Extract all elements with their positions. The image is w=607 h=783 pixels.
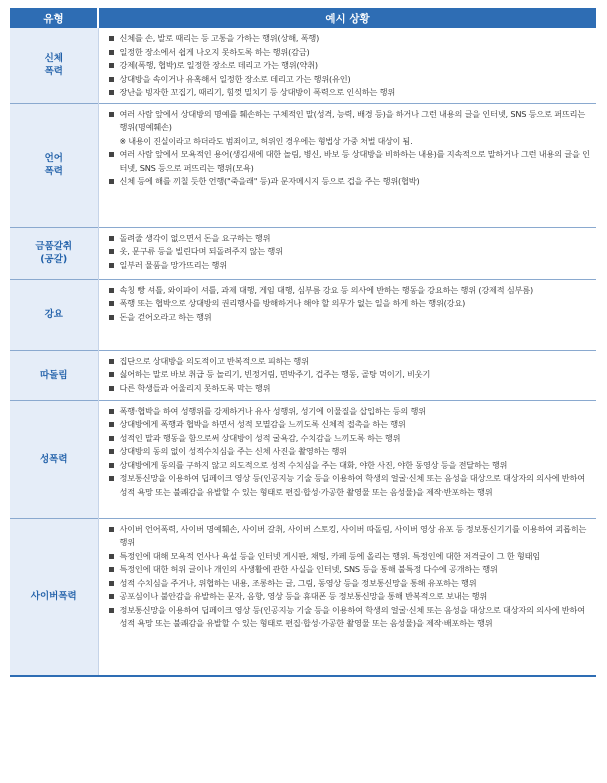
square-bullet-icon — [109, 436, 114, 441]
table-row — [10, 279, 596, 350]
square-bullet-icon — [109, 36, 114, 41]
list-item — [107, 46, 593, 60]
header-type: 유형 — [10, 8, 98, 28]
list-item — [107, 445, 593, 459]
list-item — [107, 590, 593, 604]
violence-types-table — [10, 8, 596, 677]
list-item — [107, 405, 593, 419]
square-bullet-icon — [109, 554, 114, 559]
square-bullet-icon — [109, 608, 114, 613]
table-row — [10, 28, 596, 103]
violence-types-table-container — [10, 8, 596, 677]
list-item-text: 공포심이나 불안감을 유발하는 문자, 음향, 영상 등을 휴대폰 등 정보통신망을 통해 반복적으로 보내는 행위 — [119, 591, 488, 601]
list-item — [107, 175, 593, 189]
list-item — [107, 59, 593, 73]
square-bullet-icon — [109, 236, 114, 241]
list-item-text: 강제(폭행, 협박)로 일정한 장소로 데리고 가는 행위(약취) — [119, 60, 318, 70]
list-item — [107, 355, 593, 369]
table-row — [10, 518, 596, 676]
list-item — [107, 577, 593, 591]
list-item-text: 정보통신망을 이용하여 딥페이크 영상 등(인공지능 기술 등을 이용하여 학생의 얼굴·신체 또는 음성을 대상으로 대상자의 의사에 반하여 성적 욕망 또는 불쾌감을 유발할 수 있는 형태로 편집·합성·가공한 촬영물 또는 음성물)을 제작·배포하는 행위 — [119, 604, 585, 628]
list-item — [107, 604, 593, 631]
list-item-text: 상대방을 속이거나 유혹해서 일정한 장소로 데리고 가는 행위(유인) — [119, 73, 351, 84]
category-label: 언어 폭력 — [44, 153, 63, 177]
square-bullet-icon — [109, 63, 114, 68]
category-label: 신체 폭력 — [44, 53, 63, 78]
list-item-text: 폭행·협박을 하여 성행위를 강제하거나 유사 성행위, 성기에 이물질을 삽입하는 등의 행위 — [119, 405, 426, 416]
list-item — [107, 32, 593, 46]
category-label: 사이버폭력 — [30, 591, 77, 603]
table-header-row — [10, 8, 596, 28]
examples-cell — [98, 279, 596, 350]
list-item-text: 상대방의 동의 없이 성적수치심을 주는 신체 사진을 촬영하는 행위 — [119, 446, 347, 456]
table-row — [10, 400, 596, 518]
header-examples: 예시 상황 — [98, 8, 596, 28]
list-item — [107, 432, 593, 446]
examples-cell — [98, 28, 596, 103]
square-bullet-icon — [109, 463, 114, 468]
square-bullet-icon — [109, 594, 114, 599]
list-item-text: 정보통신망을 이용하여 딥페이크 영상 등(인공지능 기술 등을 이용하여 학생의 얼굴·신체 또는 음성을 대상으로 대상자의 의사에 반하여 성적 욕망 또는 불쾌감을 유발할 수 있는 형태로 편집·합성·가공한 촬영물 또는 음성물)을 제작·반포하는 행위 — [119, 473, 585, 497]
list-item — [107, 459, 593, 473]
list-item-text: 성적인 말과 행동을 함으로써 상대방이 성적 굴욕감, 수치감을 느끼도록 하는 행위 — [119, 432, 401, 443]
square-bullet-icon — [109, 90, 114, 95]
list-item-text: 폭행 또는 협박으로 상대방의 권리행사를 방해하거나 해야 할 의무가 없는 일을 하게 하는 행위(강요) — [119, 298, 466, 308]
category-cell — [10, 518, 98, 676]
category-cell — [10, 227, 98, 279]
list-item-text: 상대방에게 폭행과 협박을 하면서 성적 모멸감을 느끼도록 신체적 접촉을 하는 행위 — [119, 419, 406, 429]
note-text: ※ 내용이 진실이라고 하더라도 범죄이고, 허위인 경우에는 형법상 가중 처벌 대상이 됨. — [119, 136, 413, 146]
list-item-text: 일정한 장소에서 쉽게 나오지 못하도록 하는 행위(감금) — [119, 46, 310, 57]
list-item-text: 사이버 언어폭력, 사이버 명예훼손, 사이버 갈취, 사이버 스토킹, 사이버 따돌림, 사이버 영상 유포 등 정보통신기기를 이용하여 괴롭히는 행위 — [119, 523, 587, 547]
category-cell — [10, 350, 98, 400]
square-bullet-icon — [109, 315, 114, 320]
list-item-text: 신체를 손, 발로 때리는 등 고통을 가하는 행위(상해, 폭행) — [119, 33, 320, 43]
list-item-text: 장난을 빙자한 꼬집기, 때리기, 힘껏 밀치기 등 상대방이 폭력으로 인식하는 행위 — [119, 87, 396, 97]
list-item — [107, 368, 593, 382]
square-bullet-icon — [109, 249, 114, 254]
list-item-text: 특정인에 대해 모욕적 언사나 욕설 등을 인터넷 게시판, 채팅, 카페 등에 올리는 행위. 특정인에 대한 저격글이 그 한 형태임 — [119, 550, 540, 561]
list-item-text: 돈을 걷어오라고 하는 행위 — [119, 311, 212, 322]
list-item — [107, 311, 593, 325]
list-item — [107, 523, 593, 550]
category-label: 금품갈취 (공갈) — [35, 241, 73, 265]
list-item-text: 속칭 빵 셔틀, 와이파이 셔틀, 과제 대행, 게임 대행, 심부름 강요 등 의사에 반하는 행동을 강요하는 행위 (강제적 심부름) — [119, 284, 533, 295]
list-item-text: 집단으로 상대방을 의도적이고 반복적으로 피하는 행위 — [119, 355, 309, 366]
examples-cell — [98, 227, 596, 279]
list-item-text: 상대방에게 동의를 구하지 않고 의도적으로 성적 수치심을 주는 대화, 야한 사진, 야한 동영상 등을 전달하는 행위 — [119, 459, 508, 470]
category-label: 따돌림 — [39, 369, 68, 381]
square-bullet-icon — [109, 179, 114, 184]
list-item-text: 옷, 문구류 등을 빌린다며 되돌려주지 않는 행위 — [119, 246, 283, 256]
list-item — [107, 73, 593, 87]
category-cell — [10, 400, 98, 518]
square-bullet-icon — [109, 301, 114, 306]
list-item — [107, 418, 593, 432]
square-bullet-icon — [109, 77, 114, 82]
list-item-text: 신체 등에 해를 끼칠 듯한 언행("죽을래" 등)과 문자메시지 등으로 겁을 주는 행위(협박) — [119, 176, 420, 186]
square-bullet-icon — [109, 567, 114, 572]
square-bullet-icon — [109, 449, 114, 454]
examples-cell — [98, 518, 596, 676]
category-label: 강요 — [44, 309, 63, 320]
table-body — [10, 28, 596, 676]
category-label: 성폭력 — [39, 453, 68, 465]
square-bullet-icon — [109, 359, 114, 364]
examples-cell — [98, 400, 596, 518]
list-item-text: 다른 학생들과 어울리지 못하도록 막는 행위 — [119, 382, 271, 393]
category-cell — [10, 28, 98, 103]
list-item — [107, 550, 593, 564]
square-bullet-icon — [109, 386, 114, 391]
table-row — [10, 103, 596, 227]
list-item-text: 여러 사람 앞에서 상대방의 명예를 훼손하는 구체적인 말(성격, 능력, 배경 등)을 하거나 그런 내용의 글을 인터넷, SNS 등으로 퍼뜨리는 행위(명예훼손) — [119, 108, 586, 132]
list-item — [107, 259, 593, 273]
list-item — [107, 148, 593, 175]
square-bullet-icon — [109, 112, 114, 117]
examples-cell — [98, 103, 596, 227]
list-item — [107, 86, 593, 100]
list-item — [107, 297, 593, 311]
square-bullet-icon — [109, 50, 114, 55]
list-item — [107, 563, 593, 577]
list-item — [107, 284, 593, 298]
list-item-text: 돌려줄 생각이 없으면서 돈을 요구하는 행위 — [119, 232, 271, 243]
list-item-text: 성적 수치심을 주거나, 위협하는 내용, 조롱하는 글, 그림, 동영상 등을 정보통신망을 통해 유포하는 행위 — [119, 577, 477, 588]
square-bullet-icon — [109, 581, 114, 586]
square-bullet-icon — [109, 476, 114, 481]
list-item-text: 싫어하는 말로 바보 취급 등 놀리기, 빈정거림, 면박주기, 겁주는 행동, 골탕 먹이기, 비웃기 — [119, 369, 431, 379]
square-bullet-icon — [109, 288, 114, 293]
category-cell — [10, 279, 98, 350]
list-item — [107, 472, 593, 499]
table-row — [10, 227, 596, 279]
list-item — [107, 232, 593, 246]
square-bullet-icon — [109, 372, 114, 377]
list-item — [107, 245, 593, 259]
list-item — [107, 382, 593, 396]
examples-cell — [98, 350, 596, 400]
list-item-text: 특정인에 대한 허위 글이나 개인의 사생활에 관한 사실을 인터넷, SNS 등을 통해 불특정 다수에 공개하는 행위 — [119, 564, 498, 574]
table-row — [10, 350, 596, 400]
square-bullet-icon — [109, 527, 114, 532]
square-bullet-icon — [109, 409, 114, 414]
list-item-text: 일부러 물품을 망가뜨리는 행위 — [119, 259, 227, 270]
square-bullet-icon — [109, 422, 114, 427]
category-cell — [10, 103, 98, 227]
list-item — [107, 108, 593, 135]
square-bullet-icon — [109, 263, 114, 268]
list-item-text: 여러 사람 앞에서 모욕적인 용어(생김새에 대한 놀림, 병신, 바보 등 상대방을 비하하는 내용)를 지속적으로 말하거나 그런 내용의 글을 인터넷, SNS 등으로 퍼뜨리는 행위(모욕) — [119, 149, 590, 173]
square-bullet-icon — [109, 152, 114, 157]
